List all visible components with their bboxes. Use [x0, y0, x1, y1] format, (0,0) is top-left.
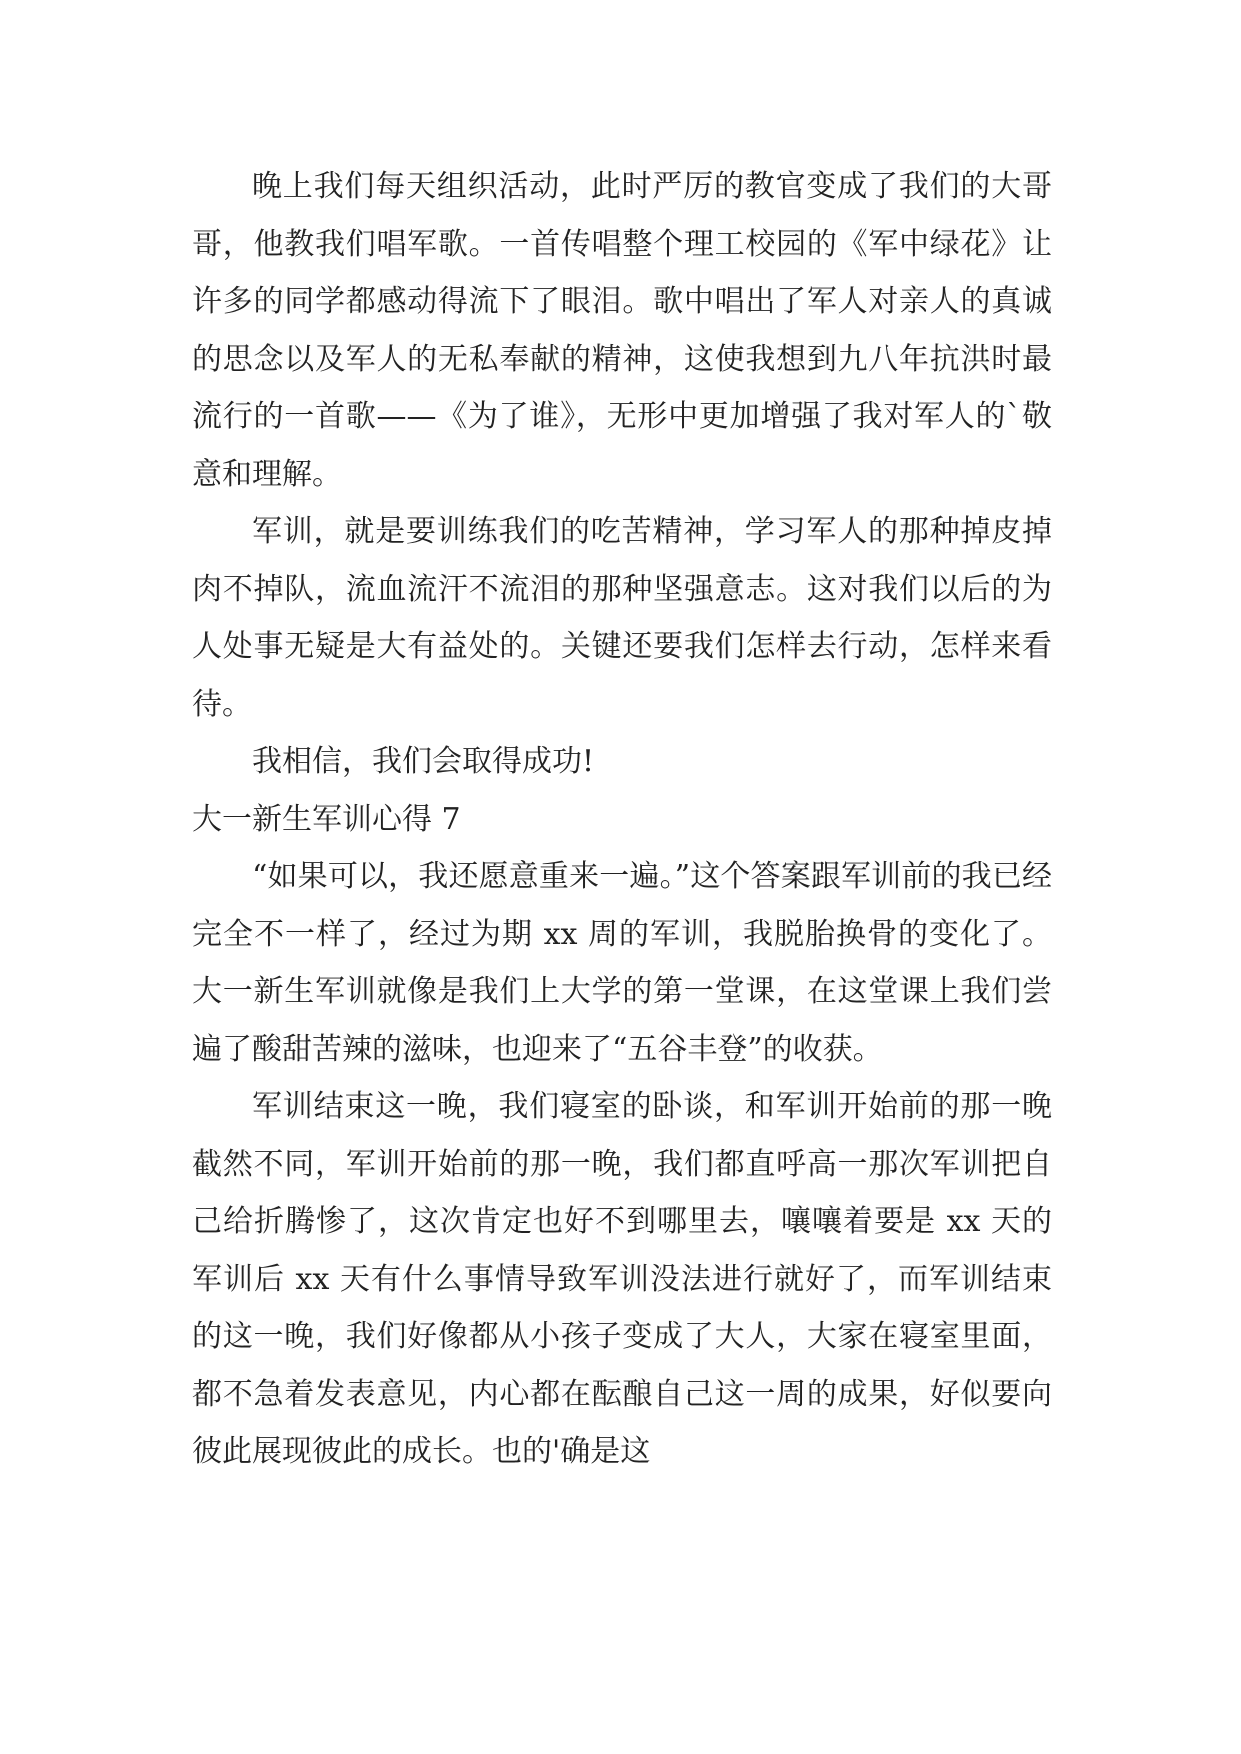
- paragraph-last-night: 军训结束这一晚，我们寝室的卧谈，和军训开始前的那一晚截然不同，军训开始前的那一晚，我们都直呼高一那次军训把自己给折腾惨了，这次肯定也好不到哪里去，嚷嚷着要是 xx 天的军训后 xx 天有什么事情导致军训没法进行就好了，而军训结束的这一晚，我们好像都从小孩子变成了大人，大家在寝室里面，都不急着发表意见，内心都在酝酿自己这一周的成果，好似要向彼此展现彼此的成长。也的'确是这: [192, 1089, 1052, 1469]
- paragraph-military-spirit: 军训，就是要训练我们的吃苦精神，学习军人的那种掉皮掉肉不掉队，流血流汗不流泪的那种坚强意志。这对我们以后的为人处事无疑是大有益处的。关键还要我们怎样去行动，怎样来看待。: [192, 514, 1052, 722]
- paragraph-belief: 我相信，我们会取得成功!: [252, 744, 595, 779]
- document-body: [192, 158, 1052, 1481]
- section-heading: 大一新生军训心得 7: [192, 801, 461, 837]
- paragraph-do-it-again: “如果可以，我还愿意重来一遍。”这个答案跟军训前的我已经完全不一样了，经过为期 xx 周的军训，我脱胎换骨的变化了。大一新生军训就像是我们上大学的第一堂课，在这堂课上我们尝遍了酸甜苦辣的滋味，也迎来了“五谷丰登”的收获。: [192, 859, 1052, 1067]
- paragraph-evening-activities: 晚上我们每天组织活动，此时严厉的教官变成了我们的大哥哥，他教我们唱军歌。一首传唱整个理工校园的《军中绿花》让许多的同学都感动得流下了眼泪。歌中唱出了军人对亲人的真诚的思念以及军人的无私奉献的精神，这使我想到九八年抗洪时最流行的一首歌——《为了谁》，无形中更加增强了我对军人的`敬意和理解。: [192, 169, 1052, 492]
